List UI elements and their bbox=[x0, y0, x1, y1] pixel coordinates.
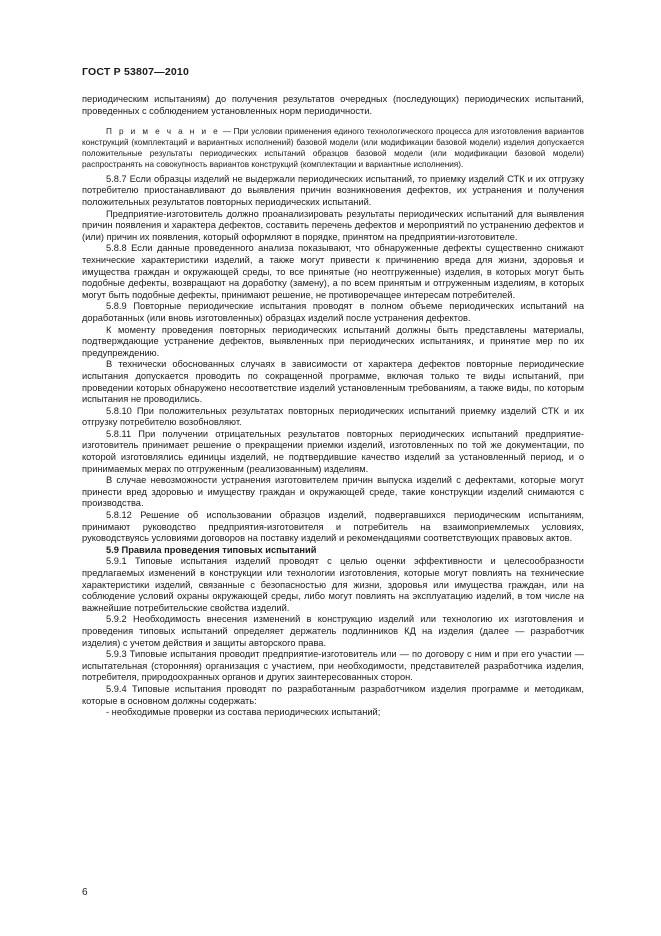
paragraph-5-9-4: 5.9.4 Типовые испытания проводят по разработанным разработчиком изделия программе и методикам, которые в основном должны содержать: bbox=[82, 683, 584, 706]
paragraph: В случае невозможности устранения изготовителем причин выпуска изделий с дефектами, которые могут принести вред здоровью и имуществу граждан и окружающей среде, такие конструкции изделий снимаются с производства. bbox=[82, 475, 584, 509]
paragraph-continuation: периодическим испытаниям) до получения результатов очередных (последующих) периодических испытаний, проведенных с соблюдением установленных норм периодичности. bbox=[82, 94, 584, 116]
note-text: — При условии применения единого технологического процесса для изготовления вариантов конструкций (комплектаций и вариантных исполнений) базовой модели (или модификации базовой модели) изделия допускается положительные результаты периодических испытаний образцов базовой модели (или модификации базовой модели) распространять на совокупность вариантов конструкций (комплектации и вариантные исполнения). bbox=[82, 127, 584, 169]
paragraph-5-9-2: 5.9.2 Необходимость внесения изменений в конструкцию изделий или технологию их изготовления и проведения типовых испытаний определяет держатель подлинников КД на изделия (далее — разработчик изделия) с учетом действия и защиты авторского права. bbox=[82, 614, 584, 648]
paragraph-5-9-3: 5.9.3 Типовые испытания проводит предприятие-изготовитель или — по договору с ним и при его участии — испытательная (сторонняя) организация с участием, при необходимости, представителей разработчика изделия, потребителя, природоохранных органов и других заинтересованных сторон. bbox=[82, 649, 584, 683]
section-heading-5-9: 5.9 Правила проведения типовых испытаний bbox=[106, 544, 317, 555]
paragraph: К моменту проведения повторных периодических испытаний должны быть представлены материалы, подтверждающие устранение дефектов, выявленных при периодических испытаниях, и принятие мер по их предупреждению. bbox=[82, 324, 584, 358]
page-number: 6 bbox=[82, 887, 88, 898]
page-header-standard-number: ГОСТ Р 53807—2010 bbox=[82, 66, 190, 78]
paragraph: В технически обоснованных случаях в зависимости от характера дефектов повторные периодические испытания допускается проводить по сокращенной программе, включая только те виды испытаний, при проведении которых обнаружено несоответствие изделий установленным требованиям, а также виды, по которым испытания не проводились. bbox=[82, 359, 584, 405]
paragraph-5-9-1: 5.9.1 Типовые испытания изделий проводят с целью оценки эффективности и целесообразности предлагаемых изменений в конструкции или технологии изготовления, которые могут повлиять на технические характеристики изделий, связанные с безопасностью для жизни, здоровья или имущества граждан, или на соблюдение условий охраны окружающей среды, либо могут повлиять на эксплуатацию изделий, в том числе на важнейшие потребительские свойства изделий. bbox=[82, 556, 584, 613]
list-item: - необходимые проверки из состава периодических испытаний; bbox=[106, 707, 381, 718]
paragraph-5-8-8: 5.8.8 Если данные проведенного анализа показывают, что обнаруженные дефекты существенно снижают технические характеристики изделий, а также могут привести к причинению вреда для жизни, здоровья и имущества граждан и окружающей среды, то все принятые (но неотгруженные) изделия, в которых могут быть подобные дефекты, возвращают на доработку (замену), а по всем принятым и отгруженным изделиям, в которых могут быть подобные дефекты, принимают решение, не противоречащее интересам потребителей. bbox=[82, 243, 584, 300]
note-paragraph bbox=[82, 127, 584, 171]
paragraph-5-8-10: 5.8.10 При положительных результатах повторных периодических испытаний приемку изделий СТК и их отгрузку потребителю возобновляют. bbox=[82, 405, 584, 428]
paragraph-5-8-11: 5.8.11 При получении отрицательных результатов повторных периодических испытаний предприятие-изготовитель принимает решение о прекращении приемки изделий, изготовленных по той же документации, по которой изготовлялись единицы изделий, не подтвердившие качество изделий за установленный период, и о принимаемых мерах по отгруженным (реализованным) изделиям. bbox=[82, 428, 584, 474]
paragraph: Предприятие-изготовитель должно проанализировать результаты периодических испытаний для выявления причин появления и характера дефектов, составить перечень дефектов и мероприятий по устранению дефектов и (или) причин их появления, который оформляют в порядке, принятом на предприятии-изготовителе. bbox=[82, 208, 584, 242]
paragraph-5-8-12: 5.8.12 Решение об использовании образцов изделий, подвергавшихся периодическим испытаниям, принимают руководство предприятия-изготовителя и потребитель на взаимоприемлемых условиях, руководствуясь условиями договоров на поставку изделий и рекомендациями соответствующих правовых актов. bbox=[82, 510, 584, 544]
paragraph-5-8-9: 5.8.9 Повторные периодические испытания проводят в полном объеме периодических испытаний на доработанных (или вновь изготовленных) образцах изделий после устранения дефектов. bbox=[82, 301, 584, 323]
note-label: П р и м е ч а н и е bbox=[106, 127, 220, 137]
document-body bbox=[82, 94, 584, 719]
paragraph-5-8-7: 5.8.7 Если образцы изделий не выдержали периодических испытаний, то приемку изделий СТК и их отгрузку потребителю приостанавливают до выявления причин возникновения дефектов, их устранения и получения положительных результатов повторных периодических испытаний. bbox=[82, 173, 584, 207]
